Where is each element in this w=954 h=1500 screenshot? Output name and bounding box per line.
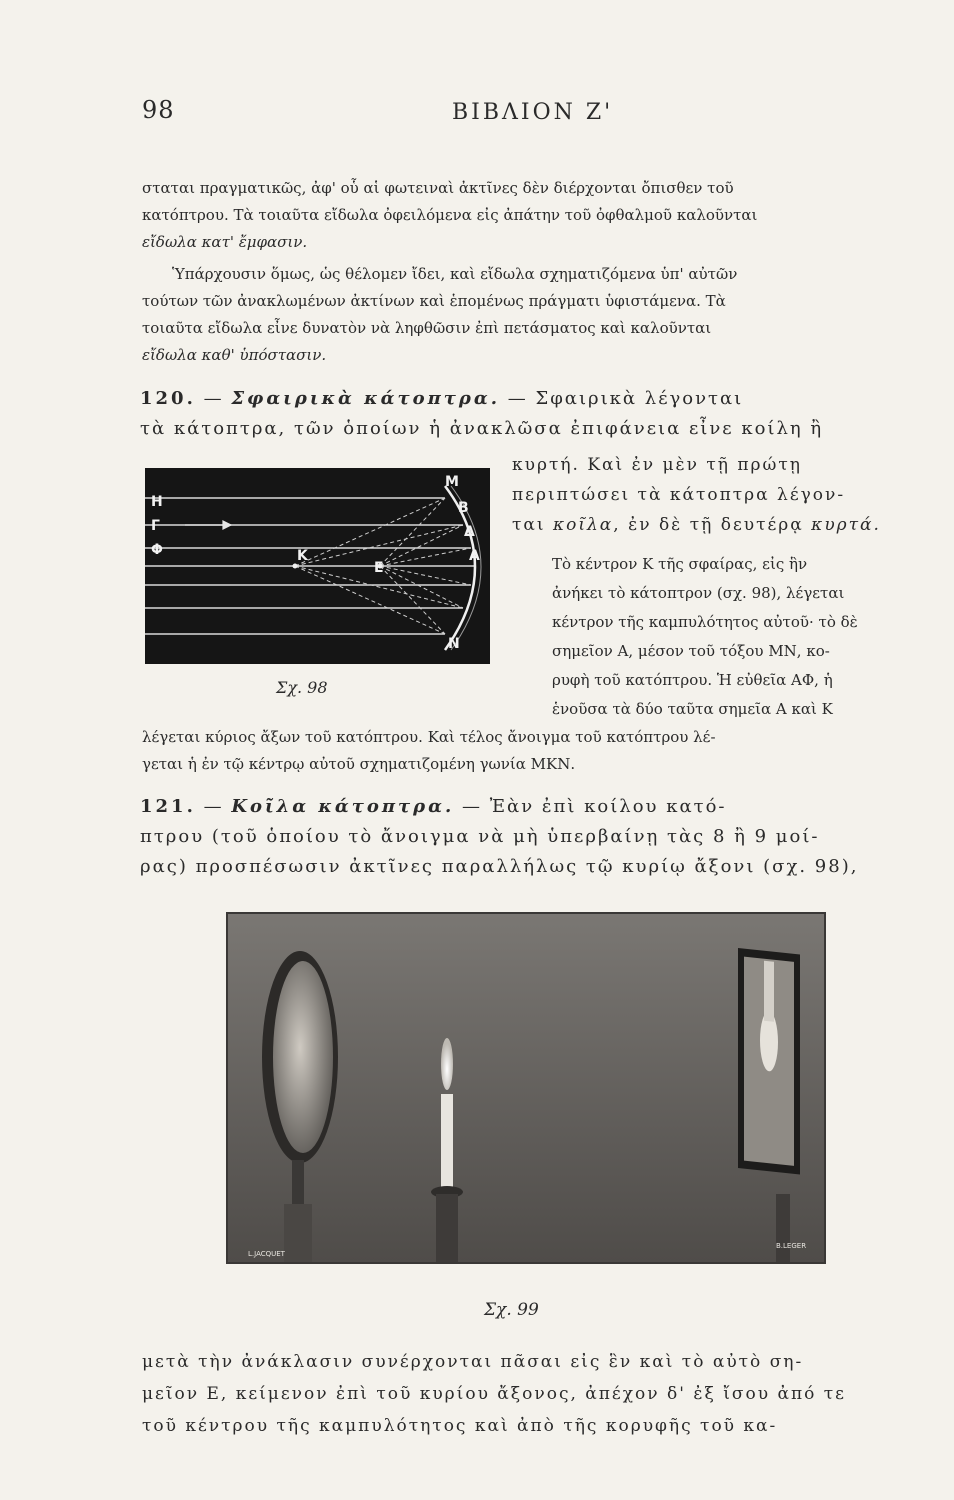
figure-98-caption: Σχ. 98 [276, 678, 328, 697]
reflected-ray [380, 525, 463, 566]
label-beta: Β [458, 500, 469, 516]
section-text: — Ἐὰν ἐπὶ κοίλου κατό- [461, 796, 727, 817]
paragraph-1 [142, 175, 932, 256]
book-title: ΒΙΒΛΙΟΝ Ζ' [452, 100, 614, 125]
section-number: 120. [140, 388, 196, 409]
mirror-stem [292, 1160, 304, 1206]
mirror-stand [284, 1204, 312, 1262]
text-line: περιπτώσει τὰ κάτοπτρα λέγον- [512, 485, 846, 505]
projection-screen [738, 948, 800, 1175]
text-line: σταται πραγματικῶς, ἀφ' οὗ αἱ φωτειναὶ ἀκτῖνες δὲν διέρχονται ὄπισθεν τοῦ [142, 179, 734, 197]
figure-98-concave-mirror-diagram [145, 468, 490, 664]
paragraph-2 [142, 261, 932, 369]
reflected-ray [380, 566, 463, 608]
engraver-signature-left: L.JACQUET [248, 1250, 285, 1258]
label-delta: Δ [464, 524, 475, 540]
concave-mirror [273, 961, 333, 1153]
text-line: Τὸ κέντρον Κ τῆς σφαίρας, εἰς ἣν [552, 555, 808, 573]
label-phi: Φ [151, 542, 163, 558]
label-nu: Ν [448, 636, 460, 652]
figure-99-mirror-candle-engraving [226, 912, 826, 1264]
reflected-ray [380, 548, 471, 566]
text-line: μεῖον Ε, κείμενον ἐπὶ τοῦ κυρίου ἄξονος, ἀπέχον δ' ἐξ ἴσου ἀπό τε [142, 1384, 846, 1404]
label-alpha: Α [469, 548, 480, 564]
text-line: τὰ κάτοπτρα, τῶν ὁποίων ἡ ἀνακλῶσα ἐπιφάνεια εἶνε κοίλη ἢ [140, 418, 824, 439]
term-virtual-images: εἴδωλα κατ' ἔμφασιν. [142, 233, 308, 251]
text-line: κέντρον τῆς καμπυλότητος αὐτοῦ· τὸ δὲ [552, 613, 858, 631]
section-dash: — [203, 796, 224, 817]
label-kappa: Κ [297, 548, 308, 564]
label-gamma: Γ [151, 518, 160, 534]
text-line: λέγεται κύριος ἄξων τοῦ κατόπτρου. Καὶ τέλος ἄνοιγμα τοῦ κατόπτρου λέ- [142, 728, 716, 746]
text-line: κατόπτρου. Τὰ τοιαῦτα εἴδωλα ὀφειλόμενα εἰς ἀπάτην τοῦ ὀφθαλμοῦ καλοῦνται [142, 206, 758, 224]
center-point [293, 564, 298, 569]
section-121 [140, 792, 935, 882]
arrow-head-icon [223, 521, 231, 529]
section-title: Κοῖλα κάτοπτρα. [231, 796, 455, 817]
label-eta: Η [151, 494, 163, 510]
text-line: τούτων τῶν ἀνακλωμένων ἀκτίνων καὶ ἑπομένως πράγματι ὑφιστάμενα. Τὰ [142, 292, 726, 310]
reflected-ray [380, 498, 445, 566]
radius-line [295, 566, 445, 634]
text-line: τοῦ κέντρου τῆς καμπυλότητος καὶ ἀπὸ τῆς κορυφῆς τοῦ κα- [142, 1416, 778, 1436]
radius-line [295, 498, 445, 566]
text-line: τοιαῦτα εἴδωλα εἶνε δυνατὸν νὰ ληφθῶσιν ἐπὶ πετάσματος καὶ καλοῦνται [142, 319, 712, 337]
side-column-lower [552, 550, 934, 724]
term-concave: κοῖλα [552, 515, 614, 535]
text-line: Ὑπάρχουσιν ὅμως, ὡς θέλομεν ἴδει, καὶ εἴδωλα σχηματιζόμενα ὑπ' αὐτῶν [172, 265, 738, 283]
side-column-upper: κυρτή. Καὶ ἐν μὲν τῇ πρώτῃ περιπτώσει τὰ κάτοπτρα λέγον- ται κοῖλα, ἐν δὲ τῇ δευτέρᾳ κυρτά. [512, 450, 934, 540]
figure-99-caption: Σχ. 99 [484, 1300, 539, 1320]
running-header [142, 96, 904, 132]
label-mu: Μ [445, 474, 459, 490]
section-dash: — [203, 388, 224, 409]
reflected-ray [380, 566, 445, 634]
text-line: ἑνοῦσα τὰ δύο ταῦτα σημεῖα Α καὶ Κ [552, 700, 833, 718]
engraver-signature-right: B.LEGER [776, 1242, 807, 1250]
engraving-illustration [228, 914, 824, 1262]
paragraph-final [142, 1346, 932, 1442]
section-text: — Σφαιρικὰ λέγονται [507, 388, 744, 409]
section-120-continuation [142, 724, 932, 778]
text-line: γεται ἡ ἐν τῷ κέντρῳ αὐτοῦ σχηματιζομένη γωνία ΜΚΝ. [142, 755, 576, 773]
page-number: 98 [142, 96, 175, 124]
term-real-images: εἴδωλα καθ' ὑπόστασιν. [142, 346, 327, 364]
text-line: μετὰ τὴν ἀνάκλασιν συνέρχονται πᾶσαι εἰς ἓν καὶ τὸ αὐτὸ ση- [142, 1352, 804, 1372]
label-epsilon: Ε [374, 560, 384, 576]
candle-stand [436, 1194, 458, 1262]
text-line: ρυφὴ τοῦ κατόπτρου. Ἡ εὐθεῖα ΑΦ, ἡ [552, 671, 833, 689]
term-convex: κυρτά. [811, 515, 881, 535]
candle [441, 1094, 453, 1190]
candle-flame [441, 1038, 453, 1090]
mirror-ray-diagram [145, 468, 490, 664]
text-line: κυρτή. Καὶ ἐν μὲν τῇ πρώτῃ [512, 455, 802, 475]
reflected-ray [380, 566, 471, 585]
text-line: πτρου (τοῦ ὁποίου τὸ ἄνοιγμα νὰ μὴ ὑπερβαίνῃ τὰς 8 ἢ 9 μοί- [140, 826, 820, 847]
text-line: ρας) προσπέσωσιν ἀκτῖνες παραλλήλως τῷ κυρίῳ ἄξονι (σχ. 98), [140, 856, 859, 877]
section-title: Σφαιρικὰ κάτοπτρα. [231, 388, 501, 409]
text-line: ἀνήκει τὸ κάτοπτρον (σχ. 98), λέγεται [552, 584, 845, 602]
section-120 [140, 384, 935, 444]
text-line: σημεῖον Α, μέσον τοῦ τόξου ΜΝ, κο- [552, 642, 830, 660]
screen-stand [776, 1194, 790, 1262]
section-number: 121. [140, 796, 196, 817]
inverted-candle-image [764, 961, 774, 1022]
